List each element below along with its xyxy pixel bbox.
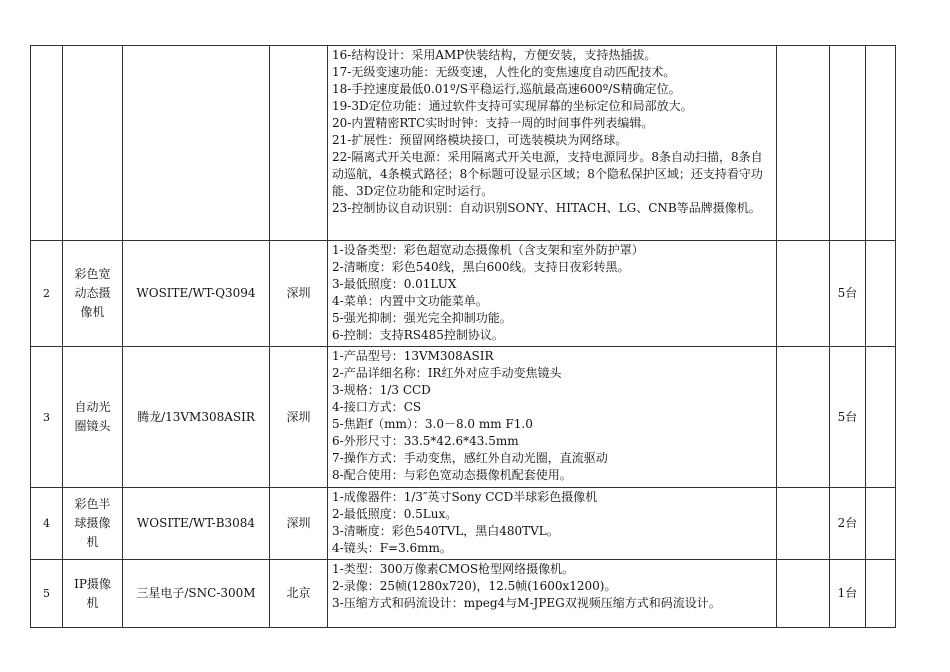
spec-line: 6-外形尺寸：33.5*42.6*43.5mm [332, 434, 519, 448]
spec-line: 22-隔离式开关电源：采用隔离式开关电源，支持电源同步。8条自动扫描，8条自动巡航，4条模式路径；8个标题可设显示区域；8个隐私保护区域；还支持看守功能、3D定位功能和定时运行。 [332, 150, 763, 198]
item-specs [328, 560, 777, 628]
spec-line: 16-结构设计：采用AMP快装结构，方便安装，支持热插拔。 [332, 48, 657, 62]
spec-line: 6-控制：支持RS485控制协议。 [332, 328, 504, 342]
spec-line: 2-产品详细名称：IR红外对应手动变焦镜头 [332, 366, 562, 380]
empty-cell [866, 560, 896, 628]
row-number: 5 [31, 560, 63, 628]
spec-line: 21-扩展性：预留网络模块接口，可选装模块为网络球。 [332, 133, 628, 147]
empty-cell [777, 560, 830, 628]
spec-line: 18-手控速度最低0.01º/S平稳运行,巡航最高速600º/S精确定位。 [332, 82, 681, 96]
item-origin: 深圳 [270, 488, 328, 560]
spec-line: 5-焦距f（mm）：3.0－8.0 mm F1.0 [332, 417, 533, 431]
item-quantity: 1台 [830, 560, 866, 628]
item-model: WOSITE/WT-B3084 [123, 488, 270, 560]
table-row [31, 488, 896, 560]
item-name: 彩色宽动态摄像机 [63, 241, 123, 347]
item-model: WOSITE/WT-Q3094 [123, 241, 270, 347]
spec-line: 19-3D定位功能：通过软件支持可实现屏幕的坐标定位和局部放大。 [332, 99, 693, 113]
item-specs [328, 46, 777, 241]
empty-cell [866, 347, 896, 488]
item-specs [328, 488, 777, 560]
spec-line: 2-清晰度：彩色540线，黑白600线。支持日夜彩转黑。 [332, 260, 630, 274]
empty-cell [866, 488, 896, 560]
table-row [31, 241, 896, 347]
spec-line: 5-强光抑制：强光完全抑制功能。 [332, 311, 512, 325]
table-row [31, 46, 896, 241]
item-quantity: 2台 [830, 488, 866, 560]
spec-line: 23-控制协议自动识别：自动识别SONY、HITACH、LG、CNB等品牌摄像机。 [332, 201, 761, 215]
item-name: 彩色半球摄像机 [63, 488, 123, 560]
row-number: 4 [31, 488, 63, 560]
item-origin: 北京 [270, 560, 328, 628]
empty-cell [777, 347, 830, 488]
item-quantity: 5台 [830, 241, 866, 347]
item-name: IP摄像机 [63, 560, 123, 628]
spec-line: 1-成像器件：1/3″英寸Sony CCD半球彩色摄像机 [332, 490, 598, 504]
empty-cell [777, 46, 830, 241]
item-origin: 深圳 [270, 241, 328, 347]
item-model: 腾龙/13VM308ASIR [123, 347, 270, 488]
spec-line: 3-最低照度：0.01LUX [332, 277, 457, 291]
item-name: 自动光圈镜头 [63, 347, 123, 488]
spec-line: 17-无级变速功能：无级变速，人性化的变焦速度自动匹配技术。 [332, 65, 676, 79]
spec-line: 20-内置精密RTC实时时钟：支持一周的时间事件列表编辑。 [332, 116, 654, 130]
spec-line: 4-接口方式：CS [332, 400, 422, 414]
spec-line: 3-清晰度：彩色540TVL，黑白480TVL。 [332, 524, 559, 538]
empty-cell [866, 46, 896, 241]
spec-line: 4-镜头：F=3.6mm。 [332, 541, 452, 555]
item-quantity: 5台 [830, 347, 866, 488]
equipment-table [30, 45, 896, 628]
item-name [63, 46, 123, 241]
spec-line: 1-类型：300万像素CMOS枪型网络摄像机。 [332, 562, 575, 576]
table-row [31, 560, 896, 628]
spec-line: 3-规格：1/3 CCD [332, 383, 431, 397]
spec-line: 3-压缩方式和码流设计：mpeg4与M-JPEG双视频压缩方式和码流设计。 [332, 596, 721, 610]
spec-line: 2-最低照度：0.5Lux。 [332, 507, 458, 521]
row-number: 3 [31, 347, 63, 488]
row-number [31, 46, 63, 241]
item-quantity [830, 46, 866, 241]
item-model: 三星电子/SNC-300M [123, 560, 270, 628]
empty-cell [777, 241, 830, 347]
item-model [123, 46, 270, 241]
spec-line: 1-产品型号：13VM308ASIR [332, 349, 494, 363]
empty-cell [866, 241, 896, 347]
spec-line: 7-操作方式：手动变焦，感红外自动光圈，直流驱动 [332, 451, 608, 465]
spec-line: 1-设备类型：彩色超宽动态摄像机（含支架和室外防护罩） [332, 243, 644, 257]
table-row [31, 347, 896, 488]
item-origin: 深圳 [270, 347, 328, 488]
empty-cell [777, 488, 830, 560]
spec-line: 2-录像：25帧(1280x720)，12.5帧(1600x1200)。 [332, 579, 617, 593]
item-specs [328, 241, 777, 347]
spec-line: 8-配合使用：与彩色宽动态摄像机配套使用。 [332, 468, 572, 482]
spec-line: 4-菜单：内置中文功能菜单。 [332, 294, 488, 308]
row-number: 2 [31, 241, 63, 347]
item-specs [328, 347, 777, 488]
item-origin [270, 46, 328, 241]
